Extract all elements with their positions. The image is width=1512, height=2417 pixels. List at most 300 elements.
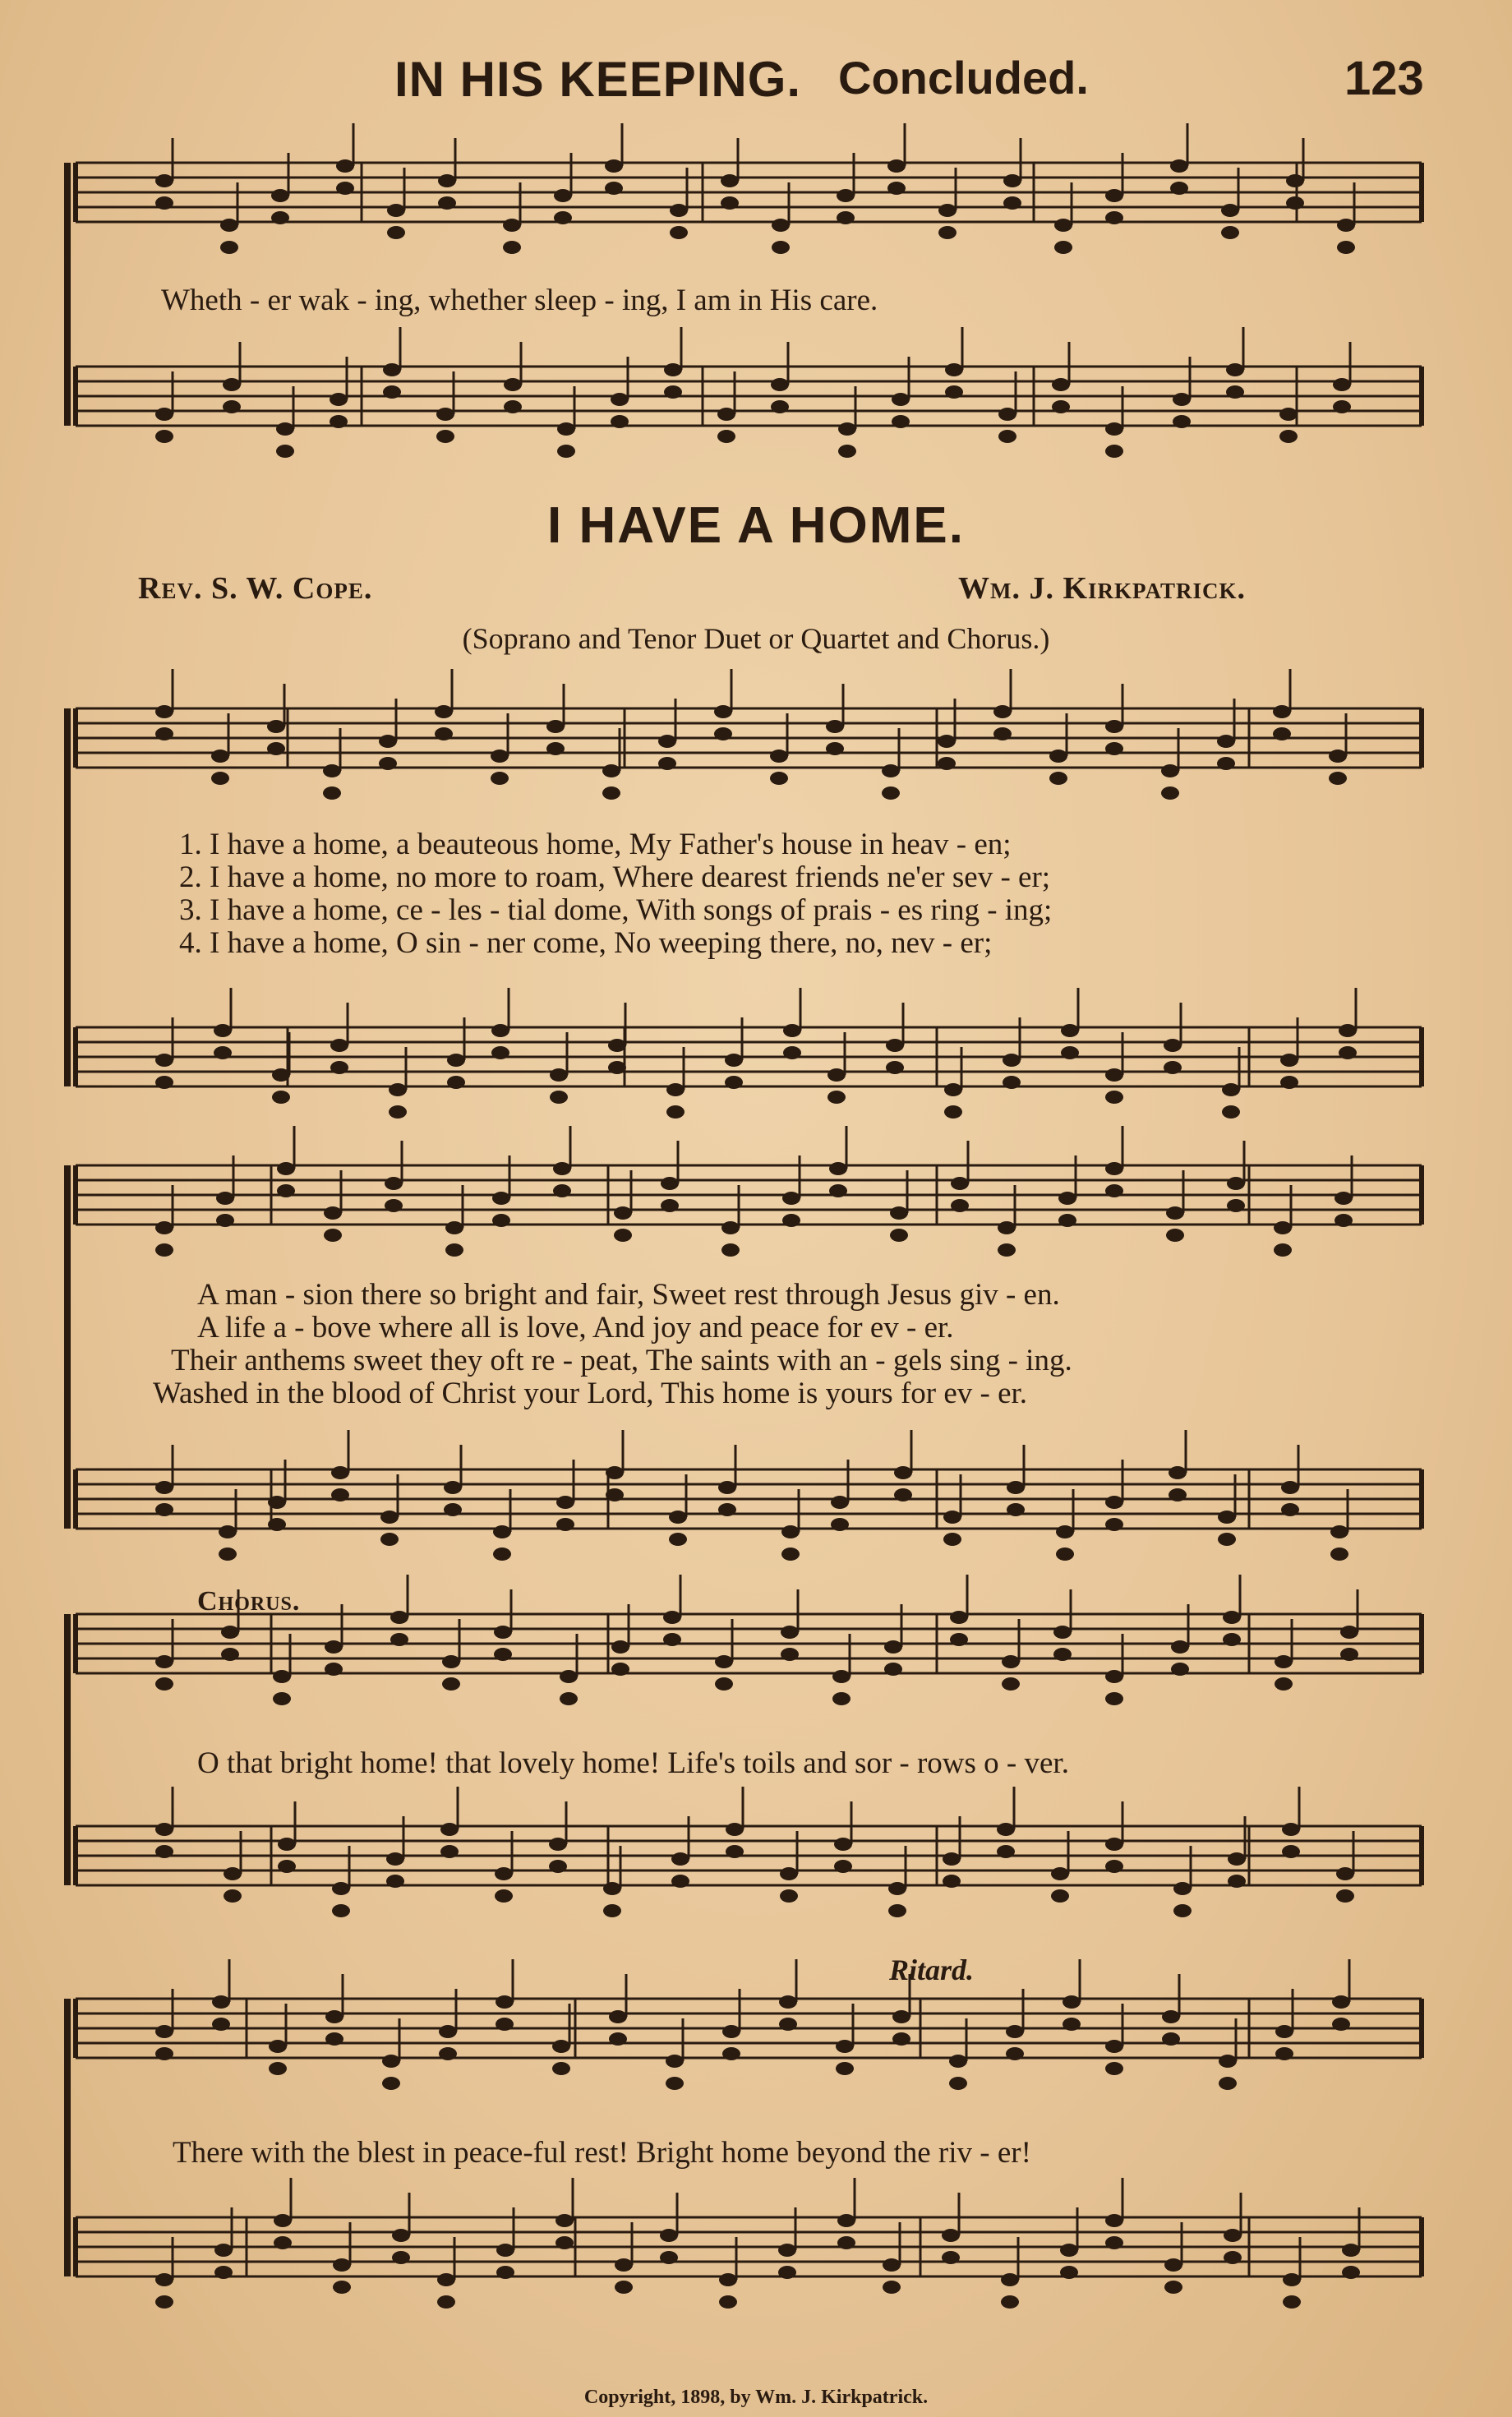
prev-song-lyric: Wheth - er wak - ing, whether sleep - ing, I am in His care. bbox=[161, 284, 878, 317]
note-head bbox=[669, 1511, 687, 1524]
note-head bbox=[330, 1061, 348, 1074]
note-head bbox=[1223, 1611, 1241, 1624]
note-head bbox=[557, 422, 575, 436]
note-head bbox=[950, 1633, 968, 1646]
note-head bbox=[663, 1611, 681, 1624]
note-head bbox=[781, 1626, 799, 1639]
note-head bbox=[1227, 1199, 1245, 1212]
note-head bbox=[827, 1091, 846, 1104]
note-head bbox=[1280, 1054, 1298, 1067]
note-head bbox=[436, 430, 454, 443]
note-head bbox=[1105, 2040, 1123, 2053]
note-head bbox=[1333, 378, 1351, 391]
note-head bbox=[834, 1860, 852, 1873]
note-head bbox=[882, 764, 900, 777]
note-head bbox=[1061, 1046, 1079, 1059]
note-head bbox=[1282, 1845, 1300, 1858]
note-head bbox=[1283, 2295, 1301, 2309]
verse-1-line-2: A man - sion there so bright and fair, Sweet rest through Jesus giv - en. bbox=[197, 1278, 1060, 1312]
note-head bbox=[1339, 1046, 1357, 1059]
note-head bbox=[884, 1663, 902, 1676]
note-head bbox=[1105, 2062, 1123, 2075]
note-head bbox=[1105, 1670, 1123, 1683]
note-head bbox=[714, 705, 732, 718]
note-head bbox=[560, 1670, 578, 1683]
note-head bbox=[549, 1860, 567, 1873]
note-head bbox=[214, 1046, 232, 1059]
verse-3-line-1: 3. I have a home, ce - les - tial dome, With songs of prais - es ring - ing; bbox=[179, 893, 1053, 927]
note-head bbox=[560, 1692, 578, 1705]
note-head bbox=[323, 786, 341, 800]
note-head bbox=[155, 727, 173, 740]
note-head bbox=[155, 2047, 173, 2060]
copyright: Copyright, 1898, by Wm. J. Kirkpatrick. bbox=[583, 2387, 929, 2408]
note-head bbox=[666, 1083, 685, 1096]
note-head bbox=[1171, 1663, 1189, 1676]
note-head bbox=[555, 2214, 574, 2227]
note-head bbox=[886, 1039, 904, 1052]
note-head bbox=[998, 430, 1016, 443]
note-head bbox=[546, 720, 565, 733]
note-head bbox=[440, 1845, 459, 1858]
note-head bbox=[224, 1889, 242, 1903]
note-head bbox=[951, 1177, 969, 1190]
note-head bbox=[772, 241, 790, 254]
note-head bbox=[155, 196, 173, 210]
note-head bbox=[330, 1039, 348, 1052]
note-head bbox=[269, 2062, 287, 2075]
note-head bbox=[274, 2214, 292, 2227]
note-head bbox=[943, 1533, 961, 1546]
note-head bbox=[892, 393, 910, 406]
note-head bbox=[1226, 385, 1244, 399]
note-head bbox=[155, 1243, 173, 1257]
note-head bbox=[781, 1548, 800, 1561]
note-head bbox=[606, 1466, 624, 1479]
note-head bbox=[669, 1533, 687, 1546]
note-head bbox=[602, 764, 620, 777]
note-head bbox=[602, 786, 620, 800]
note-head bbox=[1053, 1626, 1072, 1639]
note-head bbox=[1273, 705, 1291, 718]
note-head bbox=[827, 1068, 846, 1082]
note-head bbox=[220, 241, 238, 254]
verse-2-line-2: A life a - bove where all is love, And joy and peace for ev - er. bbox=[197, 1311, 954, 1345]
note-head bbox=[718, 1503, 736, 1516]
note-head bbox=[219, 1548, 237, 1561]
note-head bbox=[439, 2025, 457, 2038]
header-title: IN HIS KEEPING. bbox=[394, 52, 802, 107]
note-head bbox=[392, 2251, 410, 2264]
note-head bbox=[1273, 727, 1291, 740]
note-head bbox=[782, 1192, 800, 1205]
note-head bbox=[333, 2258, 351, 2272]
note-head bbox=[383, 385, 401, 399]
note-head bbox=[1105, 1091, 1123, 1104]
note-head bbox=[1002, 1655, 1020, 1668]
note-head bbox=[1329, 772, 1347, 785]
note-head bbox=[993, 705, 1012, 718]
note-head bbox=[888, 1904, 906, 1917]
note-head bbox=[1166, 1206, 1184, 1220]
note-head bbox=[494, 1648, 512, 1661]
note-head bbox=[1006, 2047, 1024, 2060]
note-head bbox=[155, 430, 173, 443]
note-head bbox=[273, 1670, 291, 1683]
note-head bbox=[661, 1199, 679, 1212]
note-head bbox=[336, 159, 354, 173]
note-head bbox=[445, 1243, 463, 1257]
note-head bbox=[155, 408, 173, 421]
note-head bbox=[611, 415, 629, 428]
note-head bbox=[666, 2055, 684, 2068]
note-head bbox=[555, 2236, 574, 2249]
note-head bbox=[715, 1677, 733, 1691]
note-head bbox=[223, 378, 241, 391]
note-head bbox=[1332, 2018, 1350, 2031]
note-head bbox=[1105, 742, 1123, 755]
note-head bbox=[212, 2018, 230, 2031]
note-head bbox=[892, 2010, 910, 2023]
note-head bbox=[1340, 1626, 1358, 1639]
note-head bbox=[945, 363, 963, 376]
note-head bbox=[949, 2077, 967, 2090]
note-head bbox=[330, 415, 348, 428]
note-head bbox=[888, 1882, 906, 1895]
note-head bbox=[492, 1214, 510, 1227]
note-head bbox=[385, 1199, 403, 1212]
note-head bbox=[1330, 1525, 1348, 1538]
note-head bbox=[770, 772, 788, 785]
note-head bbox=[726, 1845, 744, 1858]
note-head bbox=[271, 189, 289, 202]
note-head bbox=[387, 226, 405, 239]
note-head bbox=[324, 1229, 342, 1242]
note-head bbox=[1058, 1214, 1076, 1227]
note-head bbox=[603, 1904, 621, 1917]
note-head bbox=[553, 1184, 571, 1197]
note-head bbox=[1105, 1184, 1123, 1197]
note-head bbox=[492, 1192, 510, 1205]
note-head bbox=[1166, 1229, 1184, 1242]
note-head bbox=[387, 204, 405, 217]
note-head bbox=[438, 174, 456, 187]
note-head bbox=[272, 1068, 290, 1082]
note-head bbox=[781, 1648, 799, 1661]
note-head bbox=[1049, 750, 1067, 763]
note-head bbox=[155, 1076, 173, 1089]
note-head bbox=[1161, 764, 1179, 777]
note-head bbox=[771, 378, 789, 391]
note-head bbox=[1105, 1692, 1123, 1705]
note-head bbox=[557, 445, 575, 458]
note-head bbox=[155, 1481, 173, 1494]
note-head bbox=[658, 757, 676, 770]
note-head bbox=[271, 211, 289, 224]
note-head bbox=[1003, 1054, 1021, 1067]
note-head bbox=[216, 1214, 234, 1227]
note-head bbox=[615, 2258, 633, 2272]
note-head bbox=[779, 1995, 797, 2009]
song-subtitle: (Soprano and Tenor Duet or Quartet and Chorus.) bbox=[462, 622, 1050, 655]
note-head bbox=[603, 1882, 621, 1895]
note-head bbox=[1063, 2018, 1081, 2031]
note-head bbox=[155, 2295, 173, 2309]
note-head bbox=[831, 1518, 849, 1531]
note-head bbox=[1224, 2229, 1242, 2242]
note-head bbox=[1281, 1481, 1299, 1494]
note-head bbox=[670, 204, 688, 217]
verse-4-line-2: Washed in the blood of Christ your Lord, This home is yours for ev - er. bbox=[153, 1377, 1028, 1410]
note-head bbox=[783, 1024, 801, 1037]
note-head bbox=[1219, 2077, 1237, 2090]
note-head bbox=[1336, 1889, 1354, 1903]
note-head bbox=[491, 772, 509, 785]
note-head bbox=[390, 1633, 408, 1646]
note-head bbox=[331, 1466, 349, 1479]
note-head bbox=[435, 727, 453, 740]
note-head bbox=[1061, 1024, 1079, 1037]
note-head bbox=[721, 196, 739, 210]
note-head bbox=[780, 1867, 798, 1880]
note-head bbox=[721, 174, 739, 187]
note-head bbox=[553, 1162, 571, 1175]
note-head bbox=[277, 1162, 295, 1175]
note-head bbox=[943, 1852, 961, 1866]
note-head bbox=[389, 1083, 407, 1096]
note-head bbox=[836, 2062, 854, 2075]
note-head bbox=[611, 1640, 629, 1654]
note-head bbox=[831, 1496, 849, 1509]
note-head bbox=[611, 393, 629, 406]
note-head bbox=[1105, 422, 1123, 436]
note-head bbox=[1063, 1995, 1081, 2009]
ritard-marking: Ritard. bbox=[889, 1953, 975, 1986]
note-head bbox=[721, 1243, 740, 1257]
note-head bbox=[993, 727, 1012, 740]
chorus-line-1: O that bright home! that lovely home! Life's toils and sor - rows o - ver. bbox=[197, 1746, 1069, 1780]
note-head bbox=[717, 408, 735, 421]
note-head bbox=[224, 1867, 242, 1880]
note-head bbox=[1105, 2214, 1123, 2227]
note-head bbox=[385, 1177, 403, 1190]
note-head bbox=[550, 1091, 568, 1104]
note-head bbox=[836, 2040, 854, 2053]
note-head bbox=[664, 385, 682, 399]
note-head bbox=[826, 742, 844, 755]
note-head bbox=[155, 1845, 173, 1858]
note-head bbox=[331, 1488, 349, 1501]
note-head bbox=[614, 1206, 632, 1220]
note-head bbox=[721, 1221, 740, 1234]
note-head bbox=[1275, 1677, 1293, 1691]
note-head bbox=[770, 750, 788, 763]
note-head bbox=[1105, 211, 1123, 224]
note-head bbox=[1060, 2266, 1078, 2279]
note-head bbox=[495, 1867, 513, 1880]
note-head bbox=[997, 1845, 1015, 1858]
note-head bbox=[1054, 241, 1072, 254]
note-head bbox=[1228, 1875, 1246, 1888]
note-head bbox=[211, 750, 229, 763]
note-head bbox=[837, 2214, 855, 2227]
note-head bbox=[1221, 204, 1239, 217]
note-head bbox=[1003, 196, 1021, 210]
note-head bbox=[1223, 1633, 1241, 1646]
note-head bbox=[380, 1533, 399, 1546]
verse-3-line-2: Their anthems sweet they oft re - peat, The saints with an - gels sing - ing. bbox=[171, 1344, 1072, 1377]
note-head bbox=[945, 385, 963, 399]
note-head bbox=[1003, 174, 1021, 187]
note-head bbox=[892, 415, 910, 428]
note-head bbox=[445, 1221, 463, 1234]
song-title: I HAVE A HOME. bbox=[547, 497, 965, 554]
note-head bbox=[496, 2018, 514, 2031]
note-head bbox=[1105, 1838, 1123, 1851]
note-head bbox=[1219, 2055, 1237, 2068]
note-head bbox=[1337, 241, 1355, 254]
note-head bbox=[269, 2040, 287, 2053]
note-head bbox=[890, 1206, 908, 1220]
note-head bbox=[220, 219, 238, 232]
note-head bbox=[380, 1511, 399, 1524]
note-head bbox=[332, 1882, 350, 1895]
note-head bbox=[493, 1548, 511, 1561]
note-head bbox=[496, 2266, 514, 2279]
note-head bbox=[606, 1488, 624, 1501]
note-head bbox=[556, 1518, 574, 1531]
note-head bbox=[718, 1481, 736, 1494]
note-head bbox=[609, 2032, 627, 2046]
note-head bbox=[949, 2055, 967, 2068]
note-head bbox=[1222, 1083, 1240, 1096]
note-head bbox=[717, 430, 735, 443]
note-head bbox=[884, 1640, 902, 1654]
note-head bbox=[1335, 1214, 1353, 1227]
note-head bbox=[1173, 415, 1191, 428]
note-head bbox=[1281, 1503, 1299, 1516]
note-head bbox=[214, 2244, 233, 2257]
note-head bbox=[892, 2032, 910, 2046]
note-head bbox=[783, 1046, 801, 1059]
note-head bbox=[1339, 1024, 1357, 1037]
note-head bbox=[155, 174, 173, 187]
note-head bbox=[1340, 1648, 1358, 1661]
note-head bbox=[1052, 378, 1070, 391]
note-head bbox=[323, 764, 341, 777]
note-head bbox=[214, 1024, 232, 1037]
note-head bbox=[1330, 1548, 1348, 1561]
note-head bbox=[938, 735, 956, 748]
verse-2-line-1: 2. I have a home, no more to roam, Where dearest friends ne'er sev - er; bbox=[179, 860, 1051, 894]
note-head bbox=[951, 1199, 969, 1212]
note-head bbox=[278, 1838, 296, 1851]
note-head bbox=[658, 735, 676, 748]
note-head bbox=[444, 1503, 462, 1516]
note-head bbox=[504, 378, 522, 391]
note-head bbox=[666, 2077, 684, 2090]
note-head bbox=[554, 211, 572, 224]
note-head bbox=[1056, 1525, 1074, 1538]
note-head bbox=[714, 727, 732, 740]
note-head bbox=[324, 1206, 342, 1220]
note-head bbox=[556, 1496, 574, 1509]
note-head bbox=[267, 720, 285, 733]
note-head bbox=[155, 1677, 173, 1691]
note-head bbox=[1279, 408, 1298, 421]
note-head bbox=[894, 1466, 912, 1479]
note-head bbox=[771, 400, 789, 413]
note-head bbox=[772, 219, 790, 232]
note-head bbox=[155, 1655, 173, 1668]
note-head bbox=[950, 1611, 968, 1624]
note-head bbox=[778, 2266, 796, 2279]
note-head bbox=[1105, 445, 1123, 458]
note-head bbox=[437, 2273, 455, 2286]
note-head bbox=[887, 182, 906, 195]
chorus-line-2: There with the blest in peace-ful rest! Bright home beyond the riv - er! bbox=[173, 2136, 1031, 2170]
note-head bbox=[663, 1633, 681, 1646]
note-head bbox=[782, 1214, 800, 1227]
note-head bbox=[666, 1105, 685, 1119]
note-head bbox=[1173, 1882, 1192, 1895]
note-head bbox=[1274, 1243, 1292, 1257]
note-head bbox=[614, 1229, 632, 1242]
note-head bbox=[439, 2047, 457, 2060]
note-head bbox=[883, 2258, 901, 2272]
note-head bbox=[386, 1852, 404, 1866]
note-head bbox=[1279, 430, 1298, 443]
note-head bbox=[832, 1670, 850, 1683]
note-head bbox=[504, 400, 522, 413]
note-head bbox=[1274, 1221, 1292, 1234]
note-head bbox=[491, 750, 509, 763]
note-head bbox=[722, 2047, 740, 2060]
note-head bbox=[942, 2229, 960, 2242]
note-head bbox=[155, 1054, 173, 1067]
note-head bbox=[894, 1488, 912, 1501]
note-head bbox=[379, 757, 397, 770]
note-head bbox=[938, 757, 956, 770]
note-head bbox=[155, 2025, 173, 2038]
note-head bbox=[1049, 772, 1067, 785]
note-head bbox=[276, 445, 294, 458]
note-head bbox=[837, 189, 855, 202]
note-head bbox=[1162, 2032, 1180, 2046]
note-head bbox=[435, 705, 453, 718]
note-head bbox=[382, 2077, 400, 2090]
note-head bbox=[838, 422, 856, 436]
note-head bbox=[605, 182, 623, 195]
note-head bbox=[390, 1611, 408, 1624]
note-head bbox=[272, 1091, 290, 1104]
note-head bbox=[325, 1663, 343, 1676]
note-head bbox=[1164, 2258, 1182, 2272]
note-head bbox=[216, 1192, 234, 1205]
note-head bbox=[942, 2251, 960, 2264]
note-head bbox=[1053, 1648, 1072, 1661]
note-head bbox=[608, 1039, 626, 1052]
note-head bbox=[333, 2281, 351, 2294]
note-head bbox=[382, 2055, 400, 2068]
note-head bbox=[438, 196, 456, 210]
note-head bbox=[554, 189, 572, 202]
note-head bbox=[671, 1852, 689, 1866]
note-head bbox=[336, 182, 354, 195]
note-head bbox=[834, 1838, 852, 1851]
note-head bbox=[332, 1904, 350, 1917]
note-head bbox=[1001, 2295, 1019, 2309]
